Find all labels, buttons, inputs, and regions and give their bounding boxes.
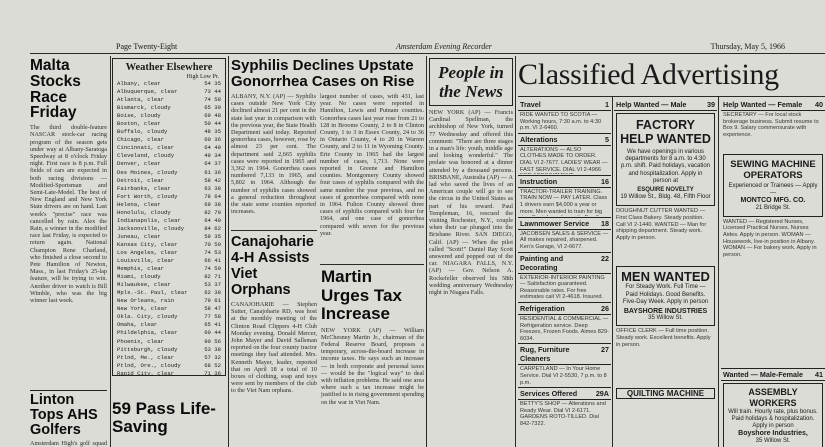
- weather-city: Pittsburgh, cloudy: [117, 345, 178, 353]
- factory-ad-address: 19 Willow St., Bldg. 48, Fifth Floor: [620, 194, 711, 201]
- classified-section-heading: Painting and Decorating 22: [520, 253, 609, 272]
- weather-temps: 65 39: [204, 104, 221, 112]
- help-female-listings: SECRETARY — For local stock brokerage business. Submit resume to Box 9. Salary commensurate with experience.: [723, 112, 819, 138]
- men-ad-address: 35 Willow St.: [648, 315, 683, 322]
- men-ad-company: BAYSHORE INDUSTRIES: [623, 308, 708, 316]
- weather-city: Fort Worth, cloudy: [117, 192, 178, 200]
- weather-row: [113, 249, 225, 257]
- classified-section-heading: Refrigeration 26: [520, 303, 609, 313]
- weather-city: Memphis, clear: [117, 265, 164, 273]
- linton-article: Amsterdam High's golf squad: [30, 439, 107, 447]
- weather-temps: 48 35: [204, 128, 221, 136]
- assembly-ad-headline: ASSEMBLY WORKERS: [748, 386, 798, 408]
- weather-city: Chicago, clear: [117, 136, 164, 144]
- weather-row: [113, 128, 225, 136]
- canajoharie-headline: Canajoharie 4-H Assists Viet Orphans: [231, 234, 314, 298]
- weather-city: Mpls.-St. Paul, clear: [117, 289, 188, 297]
- martin-article: NEW YORK (AP) — William McChesney Martin Jr., chairman of the Federal Reserve Board, proposes a temporary, across-the-board increase in income taxes. He says such an increase — in both corporate and personal taxes — would be the "logical way" to deal with inflation problems. He said one area where such a tax increase might be justified is in rising government spending on the war in Viet Nam.: [321, 326, 424, 406]
- people-headline-box: [429, 58, 513, 106]
- help-wanted-female-column: [721, 98, 825, 447]
- weather-temps: 74 53: [204, 248, 221, 256]
- weather-row: [113, 80, 225, 88]
- assembly-ad-text: Will train. Hourly rate, plus bonus. Paid holidays & hospitalization. Apply in person: [728, 408, 818, 430]
- weather-city: New Orleans, rain: [117, 297, 175, 305]
- weather-temps: 90 56: [204, 337, 221, 345]
- syphilis-article-col2: largest number of cases, with 431, last year. No cases were reported in Hamilton, Lewis and Putnam counties. Gonorrhea cases last year rose from 21 to 128 in Broome County, 2 to 8 in Clinton County, 1 to 3 in Essex County, 24 to 36 in Ontario County, 4 to 20 in Warren County, and 2 to 11 in Wyoming County. Erie County in 1965 had the largest number of cases, 1,713. None were reported in Greene and Hamilton counties. Montgomery County showed four cases of syphilis compared with the same number the year previous, and no cases of gonorrhea compared with none in 1964. Fulton County showed three cases of syphilis compared with four for 1964, and one case of gonorrhea compared with seven for the previous year.: [320, 93, 424, 237]
- weather-city: Omaha, clear: [117, 321, 158, 329]
- weather-city: Cincinnati, clear: [117, 144, 175, 152]
- help-mf-heading: Wanted — Male-Female 41: [723, 369, 823, 379]
- weather-row: [113, 305, 225, 313]
- weather-temps: 77 58: [204, 313, 221, 321]
- weather-temps: 71 36: [204, 369, 221, 376]
- malta-article: The third double-feature NASCAR stock-car racing program of the season gets under way at Albany-Saratoga Speedway at 8 o'clock Friday night. First race is 8 p.m. Full fields of cars are expected in both racing divisions — Modified-Sportsman and Semi-Late-Model. The best of New England and New York State drivers are on hand. Last week's "precise" race was cancelled by rain. Alex the Rain, a winner in the modified race last Friday, is expected to return again. National Champion Rene Charland, who finished a close second to Pete Hamilton of Newton, Mass., in last Friday's 25-lap feature, will be trying to win. Another driver to watch is Bill Wimble, who was the big winner last week.: [30, 124, 107, 305]
- weather-row: [113, 104, 225, 112]
- weather-row: [113, 354, 225, 362]
- weather-city: Miami, cloudy: [117, 273, 161, 281]
- classified-section-heading: Travel 1: [520, 100, 609, 109]
- canajoharie-story: [231, 234, 317, 447]
- weather-temps: 69 48: [204, 112, 221, 120]
- weather-row: [113, 152, 225, 160]
- page-header: [116, 40, 785, 52]
- column-divider: [718, 96, 719, 447]
- weather-row: [113, 225, 225, 233]
- people-headline: People in the News: [438, 63, 504, 101]
- weather-row: [113, 169, 225, 177]
- weather-row: [113, 233, 225, 241]
- weather-temps: 78 64: [204, 192, 221, 200]
- help-male-listings: DOUGHNUT CUTTER WANTED — First Class Bakery. Steady position. Call VI 2-1440. WANTED — Man for shipping department. Steady work. Apply in person.: [616, 208, 707, 241]
- weather-temps: 49 34: [204, 152, 221, 160]
- weather-temps: 84 62: [204, 224, 221, 232]
- canajoharie-article: CANAJOHARIE — Stephen Sutter, Canajoharie RD, was host at the monthly meeting of the Clinton Road Clippers 4-H Club Monday evening. Donald Mercer, John Mayer and David Sallsman reported on the four county tractor meetings they had attended. Mrs. Kenneth Mayer, leader, reported that on April 18 a total of 10 boxes of clothing, soap and toys were sent by members of the club to the Viet Nam orphans.: [231, 301, 317, 395]
- newspaper-name: Amsterdam Evening Recorder: [396, 41, 492, 51]
- weather-row: [113, 329, 225, 337]
- weather-temps: 60 44: [204, 329, 221, 337]
- classified-listing: BETTY'S SHOP — Alterations and Ready Wear. Dial VI 2-6171. GARDENS ROTO-TILLED. Dial 842-7322.: [520, 401, 606, 427]
- classified-listing: TRACTOR-TRAILER TRAINING. TRAIN NOW — PAY LATER. Class 1 drivers earn $4,000 a year or more. Men wanted to train for big: [520, 188, 608, 215]
- classified-listing: RIDE WANTED TO SCOTIA — Working hours, 7:30 a.m. to 4:30 p.m. VI 2-6460.: [520, 112, 602, 132]
- weather-row: [113, 241, 225, 249]
- weather-table: [113, 80, 225, 376]
- weather-row: [113, 265, 225, 273]
- weather-temps: 59 35: [204, 232, 221, 240]
- weather-row: [113, 321, 225, 329]
- men-wanted-ad[interactable]: [616, 266, 715, 326]
- column-divider: [228, 56, 229, 447]
- weather-row: [113, 362, 225, 370]
- weather-city: Fairbanks, clear: [117, 184, 171, 192]
- classified-section-heading: Instruction 16: [520, 176, 609, 186]
- weather-row: [113, 273, 225, 281]
- men-ad-text: For Steady Work. Full Time — Paid Holidays. Good Benefits. Five-Day Week. Apply in person: [622, 284, 709, 305]
- weather-city: Detroit, clear: [117, 176, 164, 184]
- weather-temps: 61 36: [204, 168, 221, 176]
- weather-city: Louisville, clear: [117, 257, 175, 265]
- weather-row: [113, 217, 225, 225]
- weather-temps: 54 35: [204, 80, 221, 87]
- weather-temps: 58 47: [204, 305, 221, 313]
- help-female-heading: Help Wanted — Female 40: [723, 100, 823, 109]
- sewing-ad-headline: SEWING MACHINE OPERATORS: [730, 159, 816, 181]
- assembly-ad-company: Boyshore Industries,: [738, 430, 808, 438]
- weather-row: [113, 201, 225, 209]
- classified-section-heading: Services Offered 29A: [520, 389, 609, 399]
- help-male-listings-2: OFFICE CLERK — Full time position. Steady work. Excellent benefits. Apply in person.: [616, 328, 711, 348]
- weather-column: [112, 58, 226, 447]
- weather-temps: 58 42: [204, 176, 221, 184]
- lifesaving-headline: 59 Pass Life-Saving: [112, 399, 216, 436]
- weather-temps: 53 38: [204, 345, 221, 353]
- column-divider: [110, 56, 111, 447]
- weather-city: Albany, clear: [117, 80, 161, 87]
- weather-city: Cleveland, cloudy: [117, 152, 175, 160]
- weather-row: [113, 370, 225, 376]
- classified-listing: ALTERATIONS — ALSO CLOTHES MADE TO ORDER. DIAL VI 2-7677. LADIES' WEAR — FAST SERVICE. DIAL VI 2-4966: [520, 146, 608, 173]
- weather-temps: 66 41: [204, 257, 221, 265]
- classified-listing: RESIDENTIAL & COMMERCIAL — Refrigeration service. Deep Freezes, Frozen Foods. Aimes 829-6034.: [520, 315, 609, 342]
- weather-row: [113, 112, 225, 120]
- issue-date: Thursday, May 5, 1966: [710, 41, 785, 51]
- column-divider: [515, 56, 516, 447]
- weather-city: Milwaukee, clear: [117, 281, 171, 289]
- classified-title-box: [518, 58, 825, 98]
- weather-row: [113, 346, 225, 354]
- weather-temps: 57 32: [204, 353, 221, 361]
- weather-city: Rapid City, clear: [117, 369, 175, 376]
- weather-temps: 65 41: [204, 321, 221, 329]
- assembly-ad-address: 35 Willow St.: [755, 437, 791, 444]
- syphilis-headline: Syphilis Declines Upstate Gonorrhea Cases on Rise: [231, 58, 415, 90]
- weather-row: [113, 88, 225, 96]
- weather-city: Boston, clear: [117, 120, 161, 128]
- classified-listing: CARPETLAND — In Your Home Service. Dial VI 2-5530, 7 p.m. to 8 p.m.: [520, 366, 607, 386]
- sewing-ad[interactable]: [723, 154, 823, 217]
- weather-city: Des Moines, cloudy: [117, 168, 178, 176]
- weather-temps: 64 40: [204, 144, 221, 152]
- weather-city: Atlanta, clear: [117, 96, 164, 104]
- weather-row: [113, 160, 225, 168]
- weather-row: [113, 96, 225, 104]
- weather-city: Bismarck, cloudy: [117, 104, 171, 112]
- classified-title: Classified Advertising: [518, 58, 779, 91]
- factory-ad[interactable]: [616, 113, 715, 206]
- weather-box: [112, 58, 226, 376]
- classified-sections: [518, 98, 611, 447]
- weather-temps: 82 71: [204, 273, 221, 281]
- column-divider: [426, 56, 427, 447]
- weather-city: Albuquerque, clear: [117, 88, 178, 96]
- weather-temps: 69 38: [204, 200, 221, 208]
- syphilis-article-col1: ALBANY, N.Y. (AP) — Syphilis cases outside New York City declined almost 21 per cent in the state last year in comparison with the previous year, the State Health Department said today. Reported gonorrhea cases, however, rose by almost 23 per cent. The department said 2,665 syphilis cases were reported in 1965 and 3,362 in 1964. Gonorrhea cases numbered 7,133 in 1965, and 5,802 in 1964. Although the number of syphilis cases showed a general reduction throughout the state some counties reported increases.: [231, 93, 316, 216]
- weather-city: Boise, cloudy: [117, 112, 161, 120]
- help-female-listings-2: WANTED — Registered Nurses, Licensed Practical Nurses, Nurses Aides. Apply in person. WOMAN — Housework, live-in position in Albany. WOMAN — For bakery work. Apply in person.: [723, 218, 817, 258]
- weather-row: [113, 185, 225, 193]
- sewing-ad-company: MONTCO MFG. CO.: [740, 197, 806, 205]
- people-article: NEW YORK (AP) — Francis Cardinal Spellman, the archbishop of New York, turned 77 Wednesday and offered this comment: "There are three stages in a man's life: youth, middle age and looking wonderful." The prelate was honored at a dinner attended by a thousand persons. BRISBANE, Australia (AP) — A lad who saved the lives of an American couple will go to see the circus in the United States as part of his reward. Paul Templeman, 16, rescued the visiting Rochester, N.Y., couple when their car plunged into the Brisbane River. SAN DIEGO, Calif. (AP) — When the pilot called "Scott!" Daniel Ray Scott answered and popped out of the car. NIAGARA FALLS, N.Y. (AP) — Gov. Nelson A. Rockefeller observed his 58th wedding anniversary Wednesday night in Niagara Falls.: [429, 109, 513, 297]
- weather-temps: 82 70: [204, 208, 221, 216]
- sewing-ad-address: 21 Bridge St.: [755, 204, 791, 211]
- classified-listing: EXTERIOR-INTERIOR PAINTING — Satisfaction guaranteed. Reasonable rates. For free estimates call VI 2-4618. Insured.: [520, 274, 605, 301]
- weather-temps: 62 38: [204, 289, 221, 297]
- weather-row: [113, 338, 225, 346]
- men-ad-headline: MEN WANTED: [621, 269, 710, 285]
- weather-temps: 64 37: [204, 160, 221, 168]
- weather-city: Ptlnd, Ore., cloudy: [117, 361, 181, 369]
- martin-headline: Martin Urges Tax Increase: [321, 268, 402, 323]
- weather-city: Jacksonville, cloudy: [117, 224, 185, 232]
- weather-city: Phildelphia, clear: [117, 329, 178, 337]
- factory-ad-text: We have openings in various departments for 8 a.m. to 4:30 p.m. shift. Paid holidays, vacation and hospitalization. Apply in person at: [620, 149, 711, 184]
- weather-temps: 64 40: [204, 216, 221, 224]
- article-rule: [231, 230, 317, 231]
- article-rule: [320, 264, 424, 265]
- weather-city: Buffalo, cloudy: [117, 128, 168, 136]
- weather-row: [113, 289, 225, 297]
- weather-temps: 70 50: [204, 240, 221, 248]
- malta-headline: Malta Stocks Race Friday: [30, 58, 81, 122]
- weather-row: [113, 136, 225, 144]
- sewing-ad-text: Experienced or Trainees — Apply —: [728, 183, 818, 197]
- weather-temps: 63 38: [204, 184, 221, 192]
- assembly-ad[interactable]: [723, 383, 823, 447]
- weather-temps: 79 61: [204, 297, 221, 305]
- weather-city: Okla. City, cloudy: [117, 313, 178, 321]
- weather-city: Los Angeles, clear: [117, 248, 178, 256]
- quilting-ad[interactable]: QUILTING MACHINE: [616, 388, 715, 399]
- classified-listing: JACOBSEN SALES & SERVICE — All makes repaired, sharpened. Ken's Garage, VI 2-6677.: [520, 230, 609, 250]
- classified-section-heading: Rug, Furniture Cleaners 27: [520, 345, 609, 364]
- sports-column: [30, 58, 107, 447]
- help-male-heading: Help Wanted — Male 39: [616, 100, 715, 109]
- factory-ad-company: ESQUIRE NOVELTY: [637, 187, 694, 194]
- page-number: Page Twenty-Eight: [116, 41, 178, 51]
- weather-row: [113, 313, 225, 321]
- weather-temps: 74 58: [204, 96, 221, 104]
- weather-row: [113, 209, 225, 217]
- weather-temps: 68 52: [204, 361, 221, 369]
- weather-city: Juneau, clear: [117, 232, 161, 240]
- weather-temps: 73 44: [204, 88, 221, 96]
- factory-ad-headline: FACTORY HELP WANTED: [620, 118, 711, 146]
- weather-city: Helena, clear: [117, 200, 161, 208]
- weather-city: Phoenix, clear: [117, 337, 164, 345]
- weather-temps: 60 36: [204, 136, 221, 144]
- people-column: [429, 58, 513, 447]
- linton-headline: Linton Tops AHS Golfers: [30, 392, 98, 438]
- weather-row: [113, 257, 225, 265]
- classified-section-heading: Alterations 5: [520, 134, 609, 144]
- weather-city: New York, clear: [117, 305, 168, 313]
- weather-subtitle: High Low Pr.: [186, 74, 219, 80]
- weather-row: [113, 177, 225, 185]
- weather-row: [113, 281, 225, 289]
- header-rule: [30, 53, 825, 54]
- weather-row: [113, 297, 225, 305]
- weather-temps: 74 59: [204, 265, 221, 273]
- weather-temps: 53 37: [204, 281, 221, 289]
- weather-city: Ptlnd, Me., clear: [117, 353, 175, 361]
- martin-story: [321, 268, 424, 447]
- weather-city: Indianapolis, clear: [117, 216, 181, 224]
- weather-city: Denver, clear: [117, 160, 161, 168]
- weather-temps: 50 44: [204, 120, 221, 128]
- classified-section-heading: Lawnmower Service 18: [520, 218, 609, 228]
- weather-city: Honolulu, cloudy: [117, 208, 171, 216]
- column-divider: [612, 96, 613, 447]
- weather-title: Weather Elsewhere: [125, 62, 213, 73]
- weather-row: [113, 144, 225, 152]
- weather-city: Kansas City, clear: [117, 240, 178, 248]
- help-wanted-male-column: [614, 98, 717, 447]
- weather-row: [113, 193, 225, 201]
- weather-row: [113, 120, 225, 128]
